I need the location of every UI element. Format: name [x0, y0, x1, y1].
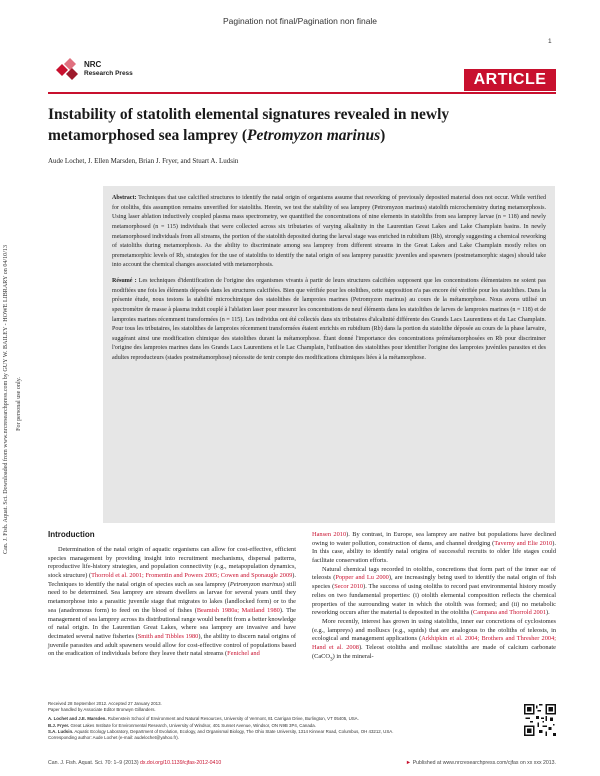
published-notice	[370, 760, 556, 766]
citation-footer	[48, 760, 221, 766]
download-notice: Can. J. Fish. Aquat. Sci. Downloaded from www.nrcresearchpress.com by GUY W. BAILEY - HOWE LIBRARY on 04/10/13	[3, 245, 9, 554]
published-text: Published at www.nrcresearchpress.com/cjfas on xx xxx 2013.	[412, 760, 556, 766]
text-run: ). Techniques to identify the natal origin of species such as sea lamprey (	[48, 572, 296, 588]
editor-note: Paper handled by Associate Editor Bronwyn Gillanders.	[48, 707, 156, 713]
intro-paragraph-3	[312, 618, 556, 664]
citation-link[interactable]: Beamish 1980a; Maitland 1980	[196, 606, 280, 614]
intro-paragraph-1	[48, 546, 296, 659]
affiliation-text: Rubenstein School of Environment and Natural Resources, University of Vermont, 81 Carrigan Drive, Burlington, VT 05405, USA.	[106, 716, 359, 722]
corresponding-author: Corresponding author: Aude Lochet (e-mail: audelochet@yahoo.fr).	[48, 735, 179, 741]
abstract-english	[112, 194, 546, 271]
publisher-name: NRC	[84, 60, 102, 69]
footnotes	[48, 701, 468, 741]
title-main: Instability of statolith elemental signatures revealed in newly metamorphosed sea lamprey (	[48, 106, 450, 144]
affiliation-text: Great Lakes Institute for Environmental Research, University of Windsor, 401 Sunset Avenue, Windsor, ON N9B 3P4, Canada.	[69, 722, 316, 728]
affiliation-name: B.J. Fryer.	[48, 722, 70, 728]
page-number: 1	[548, 38, 552, 45]
nrc-logo-icon	[54, 56, 80, 82]
left-column	[48, 546, 296, 659]
abstract-label: Abstract:	[112, 195, 137, 201]
article-type-label: ARTICLE	[464, 69, 556, 91]
text-run: ). By contrast, in Europe, sea lamprey are native but populations have declined owing to water pollution, construction of dams, and channel dredging (	[312, 531, 556, 547]
text-run: ). Teleost otoliths and mollusc statoliths are made of calcium carbonate (CaCO	[312, 643, 556, 660]
abstract-french	[112, 277, 546, 364]
publisher-logo[interactable]	[54, 52, 136, 86]
text-run: ), are increasingly being used to identify the natal origin of fish species (	[312, 574, 557, 591]
citation-link[interactable]: Hansen 2010	[312, 531, 347, 538]
journal-citation: Can. J. Fish. Aquat. Sci. 70: 1–9 (2013)	[48, 760, 140, 766]
affiliation-name: S.A. Ludsin.	[48, 728, 74, 734]
text-run: More recently, interest has grown in using statoliths, inner ear concretions of cyclostomes (e.g., lampreys) and molluscs (e.g., squids) that are analogous to the otoliths of teleosts, in ecological and management applications (	[312, 617, 556, 643]
citation-link[interactable]: Popper and Lu 2000	[335, 574, 389, 582]
species-name: Petromyzon marinus	[229, 580, 283, 588]
subscript: 3	[329, 655, 333, 662]
citation-link[interactable]: Thorrold et al. 2001; Fromentin and Powers 2005; Cowen and Sponaugle 2009	[91, 572, 293, 580]
text-run: ) still need to be determined. Sea lamprey are stream dwellers as larvae for several years until they metamorphose into a parasitic juvenile stage that migrates to lakes (landlocked form) or to the sea (anadromous form) to feed on the blood of fishes (	[48, 580, 296, 614]
paper-title	[48, 104, 553, 146]
arrow-right-icon: ►	[405, 760, 412, 766]
publisher-subname: Research Press	[84, 70, 133, 77]
text-run: ) in the mineral-	[332, 652, 374, 660]
text-run: ). The management of sea lamprey across its distributional range would benefit from a better knowledge of natal origin. In the Laurentian Great Lakes, where sea lamprey are invasive and have decimated several native fisheries (	[48, 606, 296, 640]
affiliation-text: Aquatic Ecology Laboratory, Department of Evolution, Ecology, and Organismal Biology, The Ohio State University, 1314 Kinnear Road, Columbus, OH 43212, USA.	[73, 728, 394, 734]
intro-paragraph-2	[312, 566, 556, 618]
citation-link[interactable]: Arkhipkin et al. 2004; Brothers and Thresher 2004; Hand et al. 2008	[312, 635, 556, 651]
doi-link[interactable]: dx.doi.org/10.1139/cjfas-2012-0410	[139, 760, 222, 766]
text-run: ), the ability to discern natal origins of juvenile parasites and adult spawners would allow for cost-effective control of populations based on the eradication of individuals before they leave their natal streams (	[48, 632, 296, 658]
text-run: Natural chemical tags recorded in otoliths, concretions that form part of the inner ear of teleosts (	[312, 565, 556, 582]
citation-link[interactable]: Fenichel and	[227, 650, 260, 658]
text-run: ). The success of using otoliths to record past environmental history mostly relies on two fundamental properties: (i) otolith elemental composition reflects the chemical properties of the surrounding water in which the otolith was formed; and (ii) no metabolic reworking occurs after the material is deposited in the otoliths (	[312, 583, 556, 617]
header-divider	[48, 92, 556, 94]
section-heading-introduction: Introduction	[48, 530, 95, 539]
affiliation-name: A. Lochet and J.E. Marsden.	[48, 716, 107, 722]
abstract-text: Techniques that use calcified structures to identify the natal origin of organisms assume that reworking of previously deposited material does not occur. While verified for otoliths, this assumption remains unverified for statoliths. Herein, we test the stability of sea lamprey (Petromyzon marinus) statolith microchemistry during metamorphosis. Using laser ablation inductively coupled plasma mass spectrometry, we quantified the concentrations of nine elements in statoliths from sea lamprey larvae (n = 118) and newly metamorphosed (n = 115) individuals that were collected across six tributaries of varying alkalinity in the Laurentian Great Lakes and Lake Champlain basins. In newly metamorphosed individuals from all streams, the portion of the statolith deposited during the larval stage was enriched in rubidium (Rb), strongly suggesting a chemical reworking of statoliths during metamorphosis. As the ability to discriminate among sea lamprey from different streams in the Great Lakes and Lake Champlain mostly relies on premetamorphic levels of Rb, strategies for the use of statoliths to identify the natal origin of sea lamprey parasitic juveniles and spawners (postmetamorphic stages) should take into account the chemical changes associated with metamorphosis.	[112, 195, 547, 269]
pagination-banner: Pagination not final/Pagination non finale	[222, 16, 378, 26]
citation-link[interactable]: Taverny and Elie 2010	[494, 539, 553, 547]
resume-label: Résumé :	[112, 278, 137, 284]
title-close: )	[380, 127, 386, 144]
personal-use-notice: For personal use only.	[16, 377, 22, 431]
text-run: ). In this case, ability to identify natal origins of successful recruits to older life stages could facilitate conservation efforts.	[312, 539, 556, 565]
citation-link[interactable]: Campana and Thorrold 2001	[473, 609, 547, 617]
abstract-box	[103, 186, 555, 523]
title-species: Petromyzon marinus	[247, 127, 381, 144]
author-list: Aude Lochet, J. Ellen Marsden, Brian J. Fryer, and Stuart A. Ludsin	[48, 157, 239, 165]
text-run: ).	[546, 609, 550, 617]
text-run: Determination of the natal origin of aquatic organisms can allow for cost-effective, efficient species management by providing insight into recruitment mechanisms, dispersal patterns, reproductive life-history strategies, and population connectivity (e.g., metapopulation dynamics, stock structure) (	[48, 546, 296, 580]
citation-link[interactable]: Secor 2010	[334, 583, 364, 591]
citation-link[interactable]: Smith and Tibbles 1980	[137, 632, 199, 640]
right-column	[312, 531, 556, 664]
qr-code-icon[interactable]	[524, 704, 556, 736]
received-dates: Received 28 September 2012. Accepted 27 January 2013.	[48, 701, 162, 706]
resume-text: Les techniques d'identification de l'origine des organismes vivants à partir de leurs structures calcifiées supposent que les concentrations élémentaires ne soient pas modifiées une fois les éléments déposés dans les structures calcifiées. Bien que vérifiée pour les otolithes, cette supposition n'a pas encore été vérifiée pour les statolithes. Dans la présente étude, nous testons la stabilité microchimique des statolithes de lamproies marines (Petromyzon marinus) au cours de la métamorphose. Nous avons utilisé un spectromètre de masse à plasma induit couplé à l'ablation laser pour mesurer les concentrations de neuf éléments dans les statolithes de larves de lamproies marines (n = 118) et de lamproies marines récemment transformées (n = 115). Les individus ont été collectés dans six tributaires d'alcalinité différente des Grands Lacs Laurentiens et du Lac Champlain. Pour tous les tributaires, les statolithes de lamproies récemment transformées étaient enrichis en rubidium (Rb) dans la portion du statolithe déposée au cours de la phase larvaire, suggérant ainsi une modification chimique des statolithes durant la métamorphose. Étant donné l'importance des concentrations prémétamorphosées en Rb pour discriminer l'origine des lamproies marines dans les Grands Lacs Laurentiens et le Lac Champlain, l'utilisation des statolithes pour identifier l'origine des lamproies juvéniles parasites et des adultes reproducteurs (stades postmétamorphose) nécessite de tenir compte des modifications chimiques liées à la métamorphose.	[112, 278, 546, 361]
intro-paragraph-1-cont	[312, 531, 556, 566]
